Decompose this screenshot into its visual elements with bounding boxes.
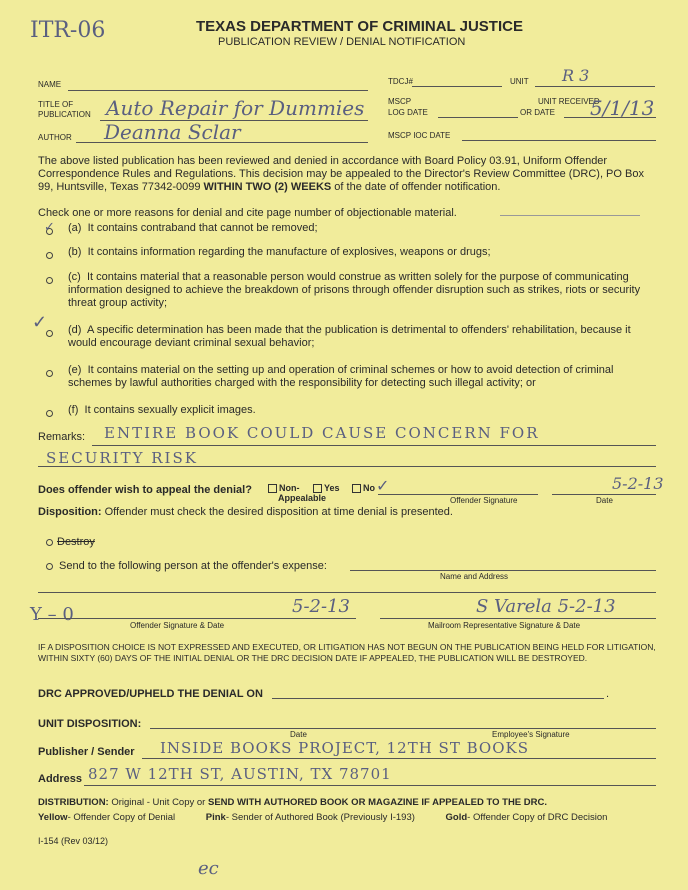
reason-f: (f) It contains sexually explicit images.: [68, 404, 256, 416]
offender-mark: Y – 0: [30, 604, 74, 625]
appeal-date-label: Date: [596, 496, 613, 505]
appeal-question: Does offender wish to appeal the denial?: [38, 484, 252, 496]
drc-label: DRC APPROVED/UPHELD THE DENIAL ON: [38, 688, 263, 700]
offender-signature-date-value: 5-2-13: [292, 596, 350, 617]
page-title: TEXAS DEPARTMENT OF CRIMINAL JUSTICE: [196, 18, 523, 35]
remarks-line-2: SECURITY RISK: [46, 449, 198, 467]
check-instruction: Check one or more reasons for denial and cite page number of objectionable material.: [38, 207, 457, 219]
remarks-line-1: ENTIRE BOOK COULD CAUSE CONCERN FOR: [104, 424, 540, 442]
reason-c: (c) It contains material that a reasonable person would construe as written solely for the purpose of communicating information designed to achieve the breakdown of prisons through offender disruption such as strikes, riots or security threat group activity;: [68, 271, 641, 309]
name-label: NAME: [38, 80, 62, 89]
received-date-value: 5/1/13: [590, 96, 655, 120]
appeal-yes-option[interactable]: Yes: [313, 483, 340, 493]
unit-received-label: UNIT RECEIVED: [538, 97, 600, 106]
reason-f-checkbox[interactable]: [46, 405, 65, 423]
reason-c-checkbox[interactable]: [46, 272, 65, 290]
name-and-address-label: Name and Address: [440, 572, 509, 581]
log-date-label: LOG DATE: [388, 108, 428, 117]
publisher-value: INSIDE BOOKS PROJECT, 12TH ST BOOKS: [160, 739, 529, 757]
title-label-2: PUBLICATION: [38, 110, 91, 119]
drc-period: .: [606, 688, 610, 700]
address-label: Address: [38, 773, 83, 785]
disposition-destroy-option[interactable]: Destroy: [46, 536, 95, 548]
form-stamp: ITR-06: [30, 18, 106, 43]
remarks-label: Remarks:: [38, 431, 86, 443]
address-value: 827 W 12TH ST, AUSTIN, TX 78701: [88, 765, 392, 783]
unit-disposition-label: UNIT DISPOSITION:: [38, 718, 142, 730]
unit-disposition-date-label: Date: [290, 730, 307, 739]
distribution-copies: Yellow- Offender Copy of Denial Pink- Sender of Authored Book (Previously I-193) Gold- Offender Copy of DRC Decision: [38, 812, 608, 823]
publisher-label: Publisher / Sender: [38, 746, 135, 758]
reason-a-check-mark: ✓: [44, 219, 55, 234]
reason-d: (d) A specific determination has been made that the publication is detrimental to offenders' rehabilitation, because it would encourage deviant criminal sexual behavior;: [68, 324, 631, 349]
author-label: AUTHOR: [38, 133, 72, 142]
appeal-non-appealable-option[interactable]: Non- Appealable: [268, 483, 326, 503]
reason-a: (a) It contains contraband that cannot be removed;: [68, 222, 318, 234]
reason-e-checkbox[interactable]: [46, 365, 65, 383]
mailroom-signature-value: S Varela 5-2-13: [476, 596, 616, 617]
reason-b-checkbox[interactable]: [46, 247, 65, 265]
appeal-no-check-mark: ✓: [376, 478, 390, 495]
publication-title-value: Auto Repair for Dummies: [106, 96, 365, 120]
reason-e: (e) It contains material on the setting up and operation of criminal schemes or how to avoid detection of criminal schemes by lawful authorities charged with the responsibility for detecting such illegal activity; or: [68, 364, 614, 389]
unit-label: UNIT: [510, 77, 529, 86]
title-label-1: TITLE OF: [38, 100, 74, 109]
initials: ec: [198, 858, 219, 879]
offender-signature-date-label: Offender Signature & Date: [130, 621, 225, 630]
employee-signature-label: Employee's Signature: [492, 730, 570, 739]
tdcj-label: TDCJ#: [388, 77, 413, 86]
author-value: Deanna Sclar: [104, 120, 241, 144]
reason-d-check-mark: ✓: [32, 312, 48, 332]
mailroom-signature-label: Mailroom Representative Signature & Date: [428, 621, 581, 630]
offender-signature-label: Offender Signature: [450, 496, 518, 505]
destruction-warning: IF A DISPOSITION CHOICE IS NOT EXPRESSED AND EXECUTED, OR LITIGATION HAS NOT BEGUN ON THE PUBLICATION BEING HELD FOR LITIGATION, WITHIN SIXTY (60) DAYS OF THE INITIAL DENIAL OR THE DRC DECISION DATE IF APPEALED, THE PUBLICATION WILL BE DESTROYED.: [38, 642, 656, 663]
page-subtitle: PUBLICATION REVIEW / DENIAL NOTIFICATION: [218, 36, 466, 48]
or-date-label: OR DATE: [520, 108, 555, 117]
appeal-no-option[interactable]: No: [352, 483, 375, 493]
unit-value: R 3: [562, 66, 590, 85]
mscp-ioc-label: MSCP IOC DATE: [388, 131, 451, 140]
form-number: I-154 (Rev 03/12): [38, 836, 109, 846]
distribution-line: DISTRIBUTION: Original - Unit Copy or SEND WITH AUTHORED BOOK OR MAGAZINE IF APPEALED TO THE DRC.: [38, 797, 547, 808]
disposition-text: Disposition: Offender must check the desired disposition at time denial is presented.: [38, 506, 453, 518]
mscp-label: MSCP: [388, 97, 412, 106]
reason-b: (b) It contains information regarding the manufacture of explosives, weapons or drugs;: [68, 246, 491, 258]
disposition-send-option[interactable]: Send to the following person at the offender's expense:: [46, 560, 327, 572]
reason-d-checkbox[interactable]: [46, 325, 65, 343]
intro-paragraph: The above listed publication has been reviewed and denied in accordance with Board Policy 03.91, Uniform Offender Correspondence Rules and Regulations. This decision may be appealed to the Director's Review Committee (DRC), PO Box 99, Huntsville, Texas 77342-0099 WITHIN TWO (2) WEEKS of the date of offender notification.: [38, 155, 644, 193]
appeal-date-value: 5-2-13: [612, 474, 664, 493]
